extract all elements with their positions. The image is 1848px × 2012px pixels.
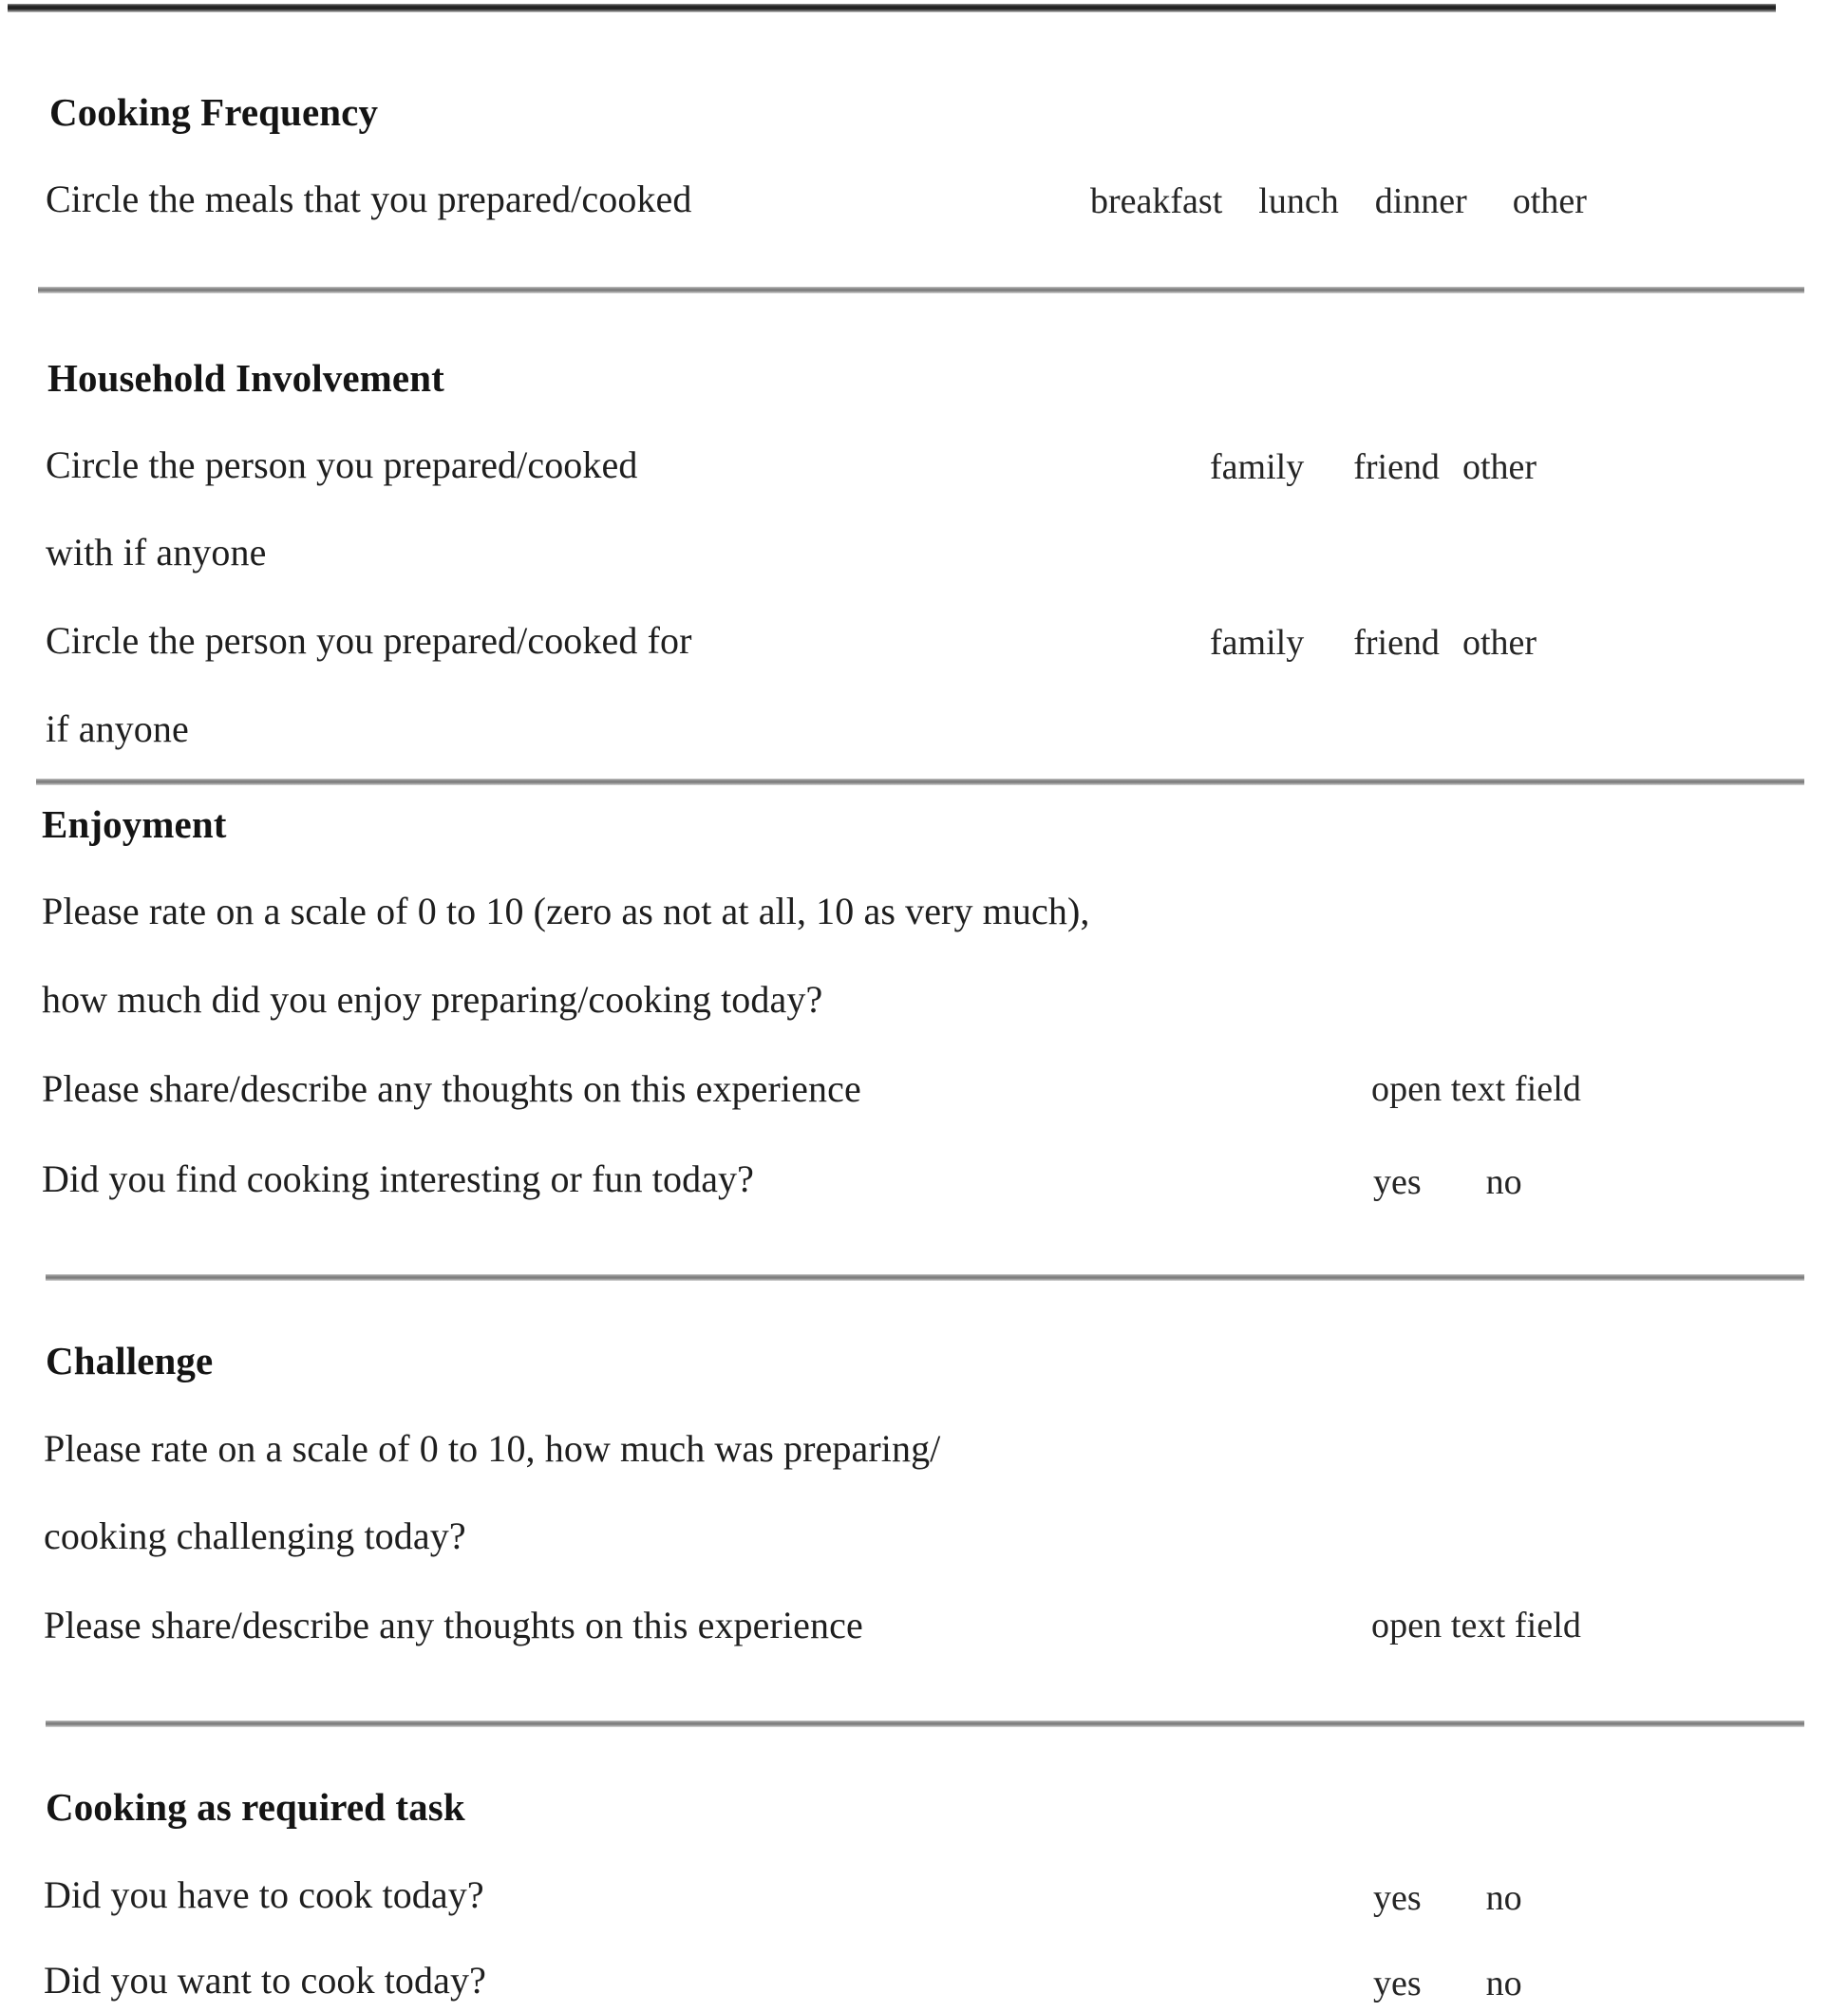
open-text-field-enjoyment[interactable]: open text field [1371,1069,1581,1109]
options-cooked-for [1210,622,1537,664]
section-heading-cooking-frequency: Cooking Frequency [49,90,379,134]
question-enjoyment-rating-line2: how much did you enjoy preparing/cooking today? [42,978,823,1021]
option-breakfast[interactable]: breakfast [1090,181,1223,221]
options-cooking-interesting [1373,1161,1522,1203]
section-heading-challenge: Challenge [46,1339,214,1382]
option-family[interactable]: family [1210,447,1305,487]
divider-after-challenge [46,1721,1804,1727]
options-had-to-cook [1373,1877,1522,1919]
option-no[interactable]: no [1485,1964,1522,2003]
question-cooked-for-line1: Circle the person you prepared/cooked for [46,619,692,662]
section-heading-cooking-as-required-task: Cooking as required task [46,1785,465,1829]
question-cooking-interesting: Did you find cooking interesting or fun today? [42,1157,755,1200]
question-enjoyment-thoughts: Please share/describe any thoughts on this experience [42,1067,861,1110]
option-other[interactable]: other [1512,181,1587,221]
option-yes[interactable]: yes [1373,1878,1422,1918]
option-dinner[interactable]: dinner [1374,181,1467,221]
option-family[interactable]: family [1210,623,1305,663]
divider-after-cooking-frequency [38,287,1804,293]
question-meals-prepared: Circle the meals that you prepared/cooked [46,178,692,220]
option-no[interactable]: no [1485,1162,1522,1202]
option-friend[interactable]: friend [1353,623,1440,663]
question-had-to-cook: Did you have to cook today? [44,1873,484,1916]
top-divider [8,4,1776,12]
section-heading-enjoyment: Enjoyment [42,802,227,846]
section-heading-household-involvement: Household Involvement [47,356,444,400]
question-cooked-for-line2: if anyone [46,707,189,750]
open-text-field-challenge[interactable]: open text field [1371,1606,1581,1645]
options-meals-prepared [1090,180,1587,222]
option-friend[interactable]: friend [1353,447,1440,487]
option-other[interactable]: other [1461,447,1537,487]
option-no[interactable]: no [1485,1878,1522,1918]
question-enjoyment-rating-line1: Please rate on a scale of 0 to 10 (zero as not at all, 10 as very much), [42,890,1090,932]
options-wanted-to-cook [1373,1963,1522,2004]
question-cooked-with-line2: with if anyone [46,531,267,574]
question-challenge-rating-line2: cooking challenging today? [44,1514,466,1557]
option-yes[interactable]: yes [1373,1162,1422,1202]
divider-after-household-involvement [36,779,1804,785]
question-cooked-with-line1: Circle the person you prepared/cooked [46,443,638,486]
question-challenge-rating-line1: Please rate on a scale of 0 to 10, how much was preparing/ [44,1427,941,1470]
question-challenge-thoughts: Please share/describe any thoughts on this experience [44,1604,863,1646]
option-other[interactable]: other [1461,623,1537,663]
question-wanted-to-cook: Did you want to cook today? [44,1959,486,2002]
options-cooked-with [1210,446,1537,488]
option-lunch[interactable]: lunch [1258,181,1339,221]
divider-after-enjoyment [46,1274,1804,1281]
option-yes[interactable]: yes [1373,1964,1422,2003]
